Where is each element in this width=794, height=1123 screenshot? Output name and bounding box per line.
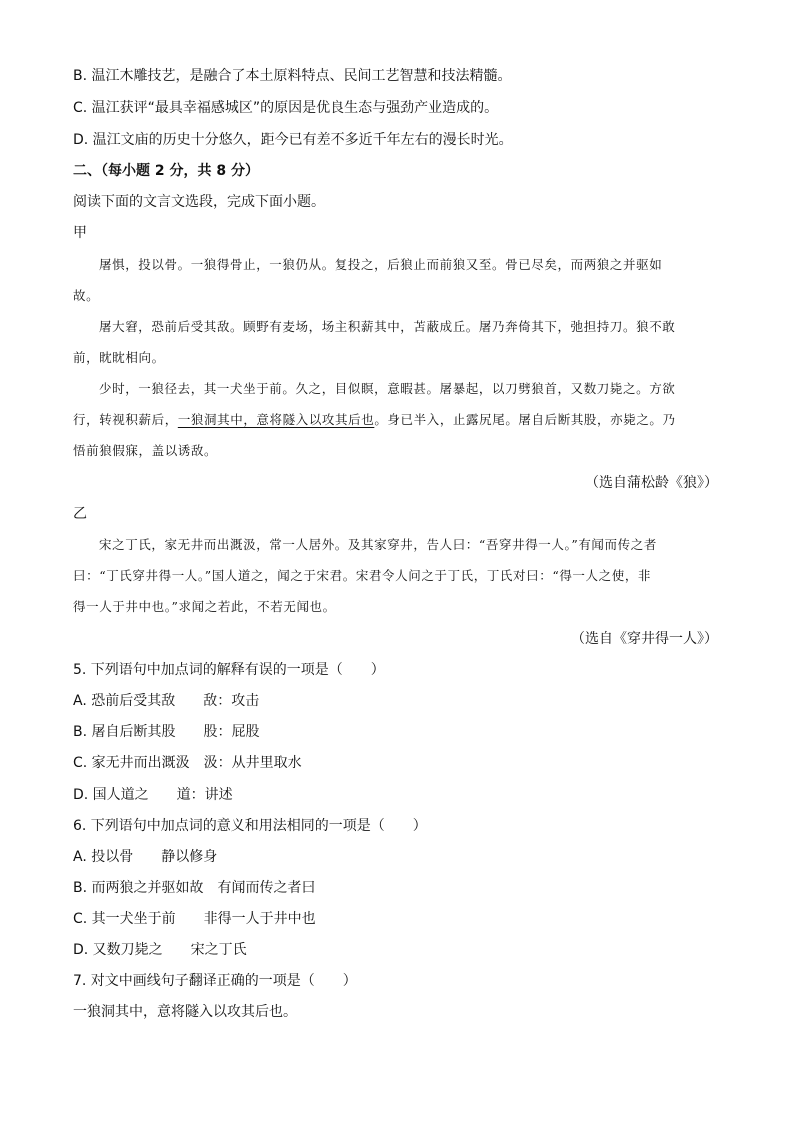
question-option: C. 家无井而出溉汲 汲：从井里取水	[73, 755, 302, 771]
passage-yi-line: 曰：“丁氏穿井得一人。”国人道之，闻之于宋君。宋君令人问之于丁氏，丁氏对曰：“得一人之使，非	[73, 568, 652, 583]
passage-jia-line: 前，眈眈相向。	[73, 350, 165, 365]
question-option: D. 又数刀毙之 宋之丁氏	[73, 942, 247, 958]
passage-jia-line: 故。	[73, 288, 100, 303]
underlined-sentence: 一狼洞其中，意将隧入以攻其后也	[177, 412, 375, 427]
text-segment: 。身已半入，止露尻尾。屠自后断其股，亦毙之。乃	[374, 412, 676, 427]
question-option: B. 而两狼之并驱如故 有闻而传之者曰	[73, 880, 316, 896]
passage-jia-line: 屠惧，投以骨。一狼得骨止，一狼仍从。复投之，后狼止而前狼又至。骨已尽矣，而两狼之并驱如	[99, 257, 663, 272]
question-option: C. 其一犬坐于前 非得一人于井中也	[73, 911, 316, 927]
question-quoted-sentence: 一狼洞其中，意将隧入以攻其后也。	[73, 1004, 297, 1020]
question-option: A. 投以骨 静以修身	[73, 849, 218, 865]
passage-jia-line: 悟前狼假寐，盖以诱敌。	[73, 443, 218, 458]
passage-yi-label: 乙	[73, 506, 87, 522]
option-b-text: B. 温江木雕技艺，是融合了本土原料特点、民间工艺智慧和技法精髓。	[73, 68, 512, 84]
option-c-text: C. 温江获评“最具幸福感城区”的原因是优良生态与强劲产业造成的。	[73, 100, 499, 116]
question-option: B. 屠自后断其股 股：屁股	[73, 724, 260, 740]
passage-yi-line: 得一人于井中也。”求闻之若此，不若无闻也。	[73, 599, 336, 614]
question-stem: 6. 下列语句中加点词的意义和用法相同的一项是（ ）	[73, 818, 427, 834]
passage-jia-line: 屠大窘，恐前后受其敌。顾野有麦场，场主积薪其中，苫蔽成丘。屠乃奔倚其下，弛担持刀。狼不敢	[99, 319, 676, 334]
passage-jia-line	[73, 410, 718, 430]
section-heading: 二、（每小题 2 分，共 8 分）	[73, 163, 259, 179]
passage-yi-source: （选自《穿井得一人》）	[571, 631, 718, 647]
passage-jia-line: 少时，一狼径去，其一犬坐于前。久之，目似瞑，意暇甚。屠暴起，以刀劈狼首，又数刀毙之。方欲	[99, 381, 676, 396]
question-stem: 5. 下列语句中加点词的解释有误的一项是（ ）	[73, 662, 385, 678]
option-d-text: D. 温江文庙的历史十分悠久，距今已有差不多近千年左右的漫长时光。	[73, 132, 513, 148]
passage-yi-line: 宋之丁氏，家无井而出溉汲，常一人居外。及其家穿井，告人曰：“吾穿井得一人。”有闻而传之者	[99, 537, 657, 552]
section-instruction: 阅读下面的文言文选段，完成下面小题。	[73, 194, 325, 210]
text-segment: 行，转视积薪后，	[73, 412, 178, 427]
question-option: A. 恐前后受其敌 敌：攻击	[73, 693, 260, 709]
question-option: D. 国人道之 道：讲述	[73, 787, 233, 803]
passage-jia-label: 甲	[73, 225, 87, 241]
question-stem: 7. 对文中画线句子翻译正确的一项是（ ）	[73, 973, 357, 989]
passage-jia-source: （选自蒲松龄《狼》）	[585, 475, 718, 491]
